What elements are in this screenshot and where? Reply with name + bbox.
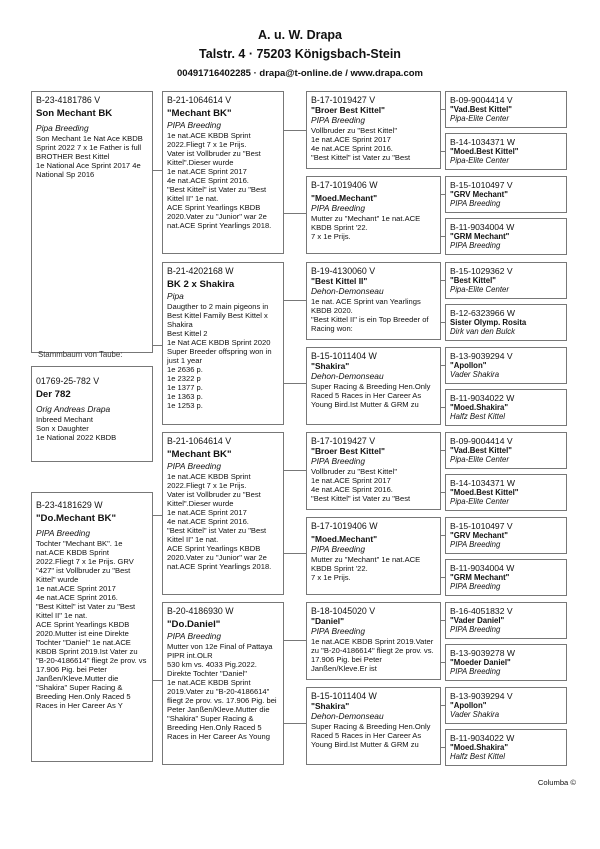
breeder: Pipa-Elite Center	[450, 285, 509, 294]
g3-box-2	[306, 176, 441, 254]
pigeon-name: "Shakira"	[311, 701, 350, 711]
connector-line	[284, 130, 306, 131]
ring-number: B-15-1011404 W	[311, 691, 377, 701]
connector-line	[284, 553, 306, 554]
g2-box-4	[162, 602, 284, 765]
description: Son Mechant 1e Nat Ace KBDB Sprint 2022 7 x 1e Father is full BROTHER Best Kittel 1e National Ace Sprint 2017 4e National Sp 2016	[36, 134, 143, 179]
pigeon-name: "GRV Mechant"	[450, 531, 508, 540]
g3-box-4	[306, 347, 441, 425]
g2-box-1	[162, 91, 284, 254]
breeder: Halfz Best Kittel	[450, 412, 506, 421]
breeder: Halfz Best Kittel	[450, 752, 506, 761]
breeder: PIPA Breeding	[450, 241, 501, 250]
breeder: Pipa-Elite Center	[450, 455, 509, 464]
g3-box-3	[306, 262, 441, 340]
pigeon-name: "Moeder Daniel"	[450, 658, 511, 667]
description: 1e nat.ACE KBDB Sprint 2022.Fliegt 7 x 1e Prijs. Vater ist Vollbruder zu "Best Kittel".Dieser wurde 1e nat.ACE Sprint 2017 4e nat.ACE Sprint 2016. "Best Kittel" ist Vater zu "Best Kittel II" 1e nat. ACE Sprint Yearlings KBDB 2020.Vater zu "Junior" war 2e nat.ACE Sprint Yearlings 2018.	[167, 472, 272, 571]
breeder: Dehon-Demonseau	[311, 286, 384, 296]
breeder: PIPA Breeding	[311, 456, 366, 466]
g3-box-7	[306, 602, 441, 680]
breeder: PIPA Breeding	[167, 631, 222, 641]
description: Super Racing & Breeding Hen.Only Raced 5 Races in Her Career As Young Bird.Ist Mutter & GRM zu	[311, 722, 431, 749]
breeder: PIPA Breeding	[311, 203, 366, 213]
ring-number: B-12-6323966 W	[450, 308, 515, 318]
ring-number: B-15-1011404 W	[311, 351, 377, 361]
connector-line	[153, 515, 162, 516]
sire-box	[31, 91, 153, 353]
pigeon-name: "GRM Mechant"	[450, 573, 510, 582]
breeder: PIPA Breeding	[311, 115, 366, 125]
g4-box-2	[445, 133, 567, 170]
pigeon-name: "Best Kittel II"	[311, 276, 368, 286]
ring-number: B-23-4181629 W	[36, 500, 103, 510]
ring-number: B-18-1045020 V	[311, 606, 376, 616]
description: 1e nat. ACE Sprint van Yearlings KBDB 2020. "Best Kittel II" is ein Top Breeder of Racing won:	[311, 297, 429, 333]
breeder-address: Talstr. 4 · 75203 Königsbach-Stein	[199, 47, 401, 61]
connector-line	[284, 300, 306, 301]
ring-number: 01769-25-782 V	[36, 376, 100, 386]
ring-number: B-17-1019427 V	[311, 95, 376, 105]
pigeon-name: "Broer Best Kittel"	[311, 105, 386, 115]
g2-box-2	[162, 262, 284, 425]
breeder-contact: 00491716402285 · drapa@t-online.de / www.drapa.com	[177, 68, 423, 79]
ring-number: B-15-1010497 V	[450, 180, 513, 190]
ring-number: B-09-9004414 V	[450, 436, 513, 446]
ring-number: B-11-9034004 W	[450, 222, 515, 232]
breeder: Pipa Breeding	[36, 123, 89, 133]
pigeon-name: "GRV Mechant"	[450, 190, 508, 199]
breeder: PIPA Breeding	[167, 461, 222, 471]
connector-line	[284, 723, 306, 724]
breeder: PIPA Breeding	[450, 625, 501, 634]
pigeon-name: "Vader Daniel"	[450, 616, 505, 625]
ring-number: B-14-1034371 W	[450, 478, 515, 488]
description: Vollbruder zu "Best Kittel" 1e nat.ACE Sprint 2017 4e nat.ACE Sprint 2016. "Best Kittel" ist Vater zu "Best	[311, 126, 411, 162]
ring-number: B-13-9039294 V	[450, 691, 513, 701]
g4-box-10	[445, 474, 567, 511]
breeder-name: A. u. W. Drapa	[257, 28, 343, 42]
g3-box-8	[306, 687, 441, 765]
ring-number: B-19-4130060 V	[311, 266, 376, 276]
pedigree-caption: Stammbaum von Taube:	[38, 350, 123, 359]
pigeon-name: "Moed.Best Kittel"	[450, 147, 519, 156]
ring-number: B-15-1029362 V	[450, 266, 513, 276]
breeder: PIPA Breeding	[36, 528, 91, 538]
pigeon-name: "Moed.Shakira"	[450, 743, 509, 752]
pigeon-name: "Best Kittel"	[450, 276, 496, 285]
g4-box-14	[445, 644, 567, 681]
description: Inbreed Mechant Son x Daughter 1e National 2022 KBDB	[36, 415, 117, 442]
g4-box-8	[445, 389, 567, 426]
connector-line	[284, 470, 306, 471]
description: Mutter zu "Mechant" 1e nat.ACE KBDB Sprint '22. 7 x 1e Prijs.	[311, 555, 421, 582]
g4-box-13	[445, 602, 567, 639]
breeder: Pipa-Elite Center	[450, 497, 509, 506]
ring-number: B-14-1034371 W	[450, 137, 515, 147]
ring-number: B-11-9034004 W	[450, 563, 515, 573]
pigeon-name: "Shakira"	[311, 361, 350, 371]
connector-line	[284, 640, 306, 641]
connector-line	[284, 213, 306, 214]
description: Mutter zu "Mechant" 1e nat.ACE KBDB Sprint '22. 7 x 1e Prijs.	[311, 214, 421, 241]
g3-box-5	[306, 432, 441, 510]
breeder: PIPA Breeding	[167, 120, 222, 130]
pigeon-name: "Moed.Shakira"	[450, 403, 509, 412]
pigeon-name: Son Mechant BK	[36, 108, 113, 119]
g4-box-4	[445, 218, 567, 255]
g4-box-9	[445, 432, 567, 469]
ring-number: B-15-1010497 V	[450, 521, 513, 531]
pigeon-name: "Mechant BK"	[167, 449, 232, 460]
breeder: Pipa-Elite Center	[450, 114, 509, 123]
breeder: Pipa	[167, 291, 184, 301]
pigeon-name: "Do.Daniel"	[167, 619, 221, 630]
ring-number: B-13-9039294 V	[450, 351, 513, 361]
breeder: Dehon-Demonseau	[311, 711, 384, 721]
pigeon-name: "Vad.Best Kittel"	[450, 105, 512, 114]
breeder: PIPA Breeding	[311, 544, 366, 554]
g4-box-3	[445, 176, 567, 213]
g4-box-15	[445, 687, 567, 724]
breeder: PIPA Breeding	[311, 626, 366, 636]
breeder: Vader Shakira	[450, 710, 500, 719]
breeder: PIPA Breeding	[450, 199, 501, 208]
pigeon-name: "Broer Best Kittel"	[311, 446, 386, 456]
ring-number: B-09-9004414 V	[450, 95, 513, 105]
breeder: Dehon-Demonseau	[311, 371, 384, 381]
connector-line	[153, 680, 162, 681]
ring-number: B-21-4202168 W	[167, 266, 234, 276]
breeder: PIPA Breeding	[450, 540, 501, 549]
pigeon-name: "GRM Mechant"	[450, 232, 510, 241]
pigeon-name: "Moed.Best Kittel"	[450, 488, 519, 497]
pigeon-name: "Apollon"	[450, 361, 487, 370]
footer-credit: Columba ©	[537, 778, 576, 787]
ring-number: B-21-1064614 V	[167, 95, 232, 105]
g4-box-7	[445, 347, 567, 384]
g4-box-5	[445, 262, 567, 299]
description: Vollbruder zu "Best Kittel" 1e nat.ACE Sprint 2017 4e nat.ACE Sprint 2016. "Best Kittel" ist Vater zu "Best	[311, 467, 411, 503]
description: Daugther to 2 main pigeons in Best Kittel Family Best Kittel x Shakira Best Kittel 2 1e Nat ACE KBDB Sprint 2020 Super Breeder offspring won in just 1 year 1e 2636 p. 1e 2322 p 1e 1377 p. 1e 1363 p. 1e 1253 p.	[167, 302, 272, 410]
dam-box	[31, 492, 153, 762]
g4-box-11	[445, 517, 567, 554]
pigeon-name: Der 782	[36, 389, 71, 400]
ring-number: B-21-1064614 V	[167, 436, 232, 446]
breeder: Pipa-Elite Center	[450, 156, 509, 165]
g4-box-6	[445, 304, 567, 341]
breeder: Dirk van den Bulck	[450, 327, 516, 336]
g4-box-16	[445, 729, 567, 766]
breeder: Orig Andreas Drapa	[36, 404, 111, 414]
pigeon-name: "Mechant BK"	[167, 108, 232, 119]
ring-number: B-17-1019427 V	[311, 436, 376, 446]
description: Tochter "Mechant BK". 1e nat.ACE KBDB Sprint 2022.Fliegt 7 x 1e Prijs. GRV "427" ist Vollbruder zu "Best Kittel" wurde 1e nat.ACE Sprint 2017 4e nat.ACE Sprint 2016. "Best Kittel" ist Vater zu "Best Kittel II" 1e nat. ACE Sprint Yearlings KBDB 2020.Mutter ist eine Direkte Tochter "Daniel" 1e nat.ACE KBDB Sprint 2019.Ist Vater zu "B-20-4186614" fliegt 2e prov. vs 17.906 Pig. bei Peter Janßen/Kleve.Mutter die "Shakira" Super Racing & Breeding Hen.Only Raced 5 Races in Her Career As Y	[36, 539, 147, 710]
pigeon-name: "Daniel"	[311, 616, 345, 626]
ring-number: B-13-9039278 W	[450, 648, 515, 658]
pigeon-name: "Apollon"	[450, 701, 487, 710]
g3-box-6	[306, 517, 441, 595]
g3-box-1	[306, 91, 441, 169]
pigeon-name: BK 2 x Shakira	[167, 279, 235, 290]
subject-pigeon-box	[31, 366, 153, 462]
connector-line	[153, 170, 162, 171]
description: Mutter von 12e Final of Pattaya PIPR int.OLR 530 km vs. 4033 Pig.2022. Direkte Tochter "Daniel" 1e nat.ACE KBDB Sprint 2019.Vater zu "B-20-4186614" fliegt 2e prov. vs. 17.906 Pig. bei Peter Janßen/Kleve.Mutter die "Shakira" Super Racing & Breeding Hen.Only Raced 5 Races in Her Career As Young	[167, 642, 277, 741]
breeder: PIPA Breeding	[450, 582, 501, 591]
g4-box-12	[445, 559, 567, 596]
pigeon-name: "Moed.Mechant"	[311, 193, 378, 203]
description: 1e nat.ACE KBDB Sprint 2019.Vater zu "B-20-4186614" fliegt 2e prov. vs. 17.906 Pig. bei Peter Janßen/Kleve.Er ist	[311, 637, 434, 673]
ring-number: B-23-4181786 V	[36, 95, 101, 105]
ring-number: B-16-4051832 V	[450, 606, 513, 616]
ring-number: B-20-4186930 W	[167, 606, 234, 616]
pigeon-name: "Do.Mechant BK"	[36, 513, 116, 524]
connector-line	[284, 383, 306, 384]
pigeon-name: "Moed.Mechant"	[311, 534, 378, 544]
ring-number: B-11-9034022 W	[450, 393, 515, 403]
pigeon-name: "Vad.Best Kittel"	[450, 446, 512, 455]
g4-box-1	[445, 91, 567, 128]
ring-number: B-17-1019406 W	[311, 180, 378, 190]
ring-number: B-17-1019406 W	[311, 521, 378, 531]
pigeon-name: Sister Olymp. Rosita	[450, 318, 527, 327]
connector-line	[153, 345, 162, 346]
breeder: Vader Shakira	[450, 370, 500, 379]
description: 1e nat.ACE KBDB Sprint 2022.Fliegt 7 x 1e Prijs. Vater ist Vollbruder zu "Best Kittel".Dieser wurde 1e nat.ACE Sprint 2017 4e nat.ACE Sprint 2016. "Best Kittel" ist Vater zu "Best Kittel II" 1e nat. ACE Sprint Yearlings KBDB 2020.Vater zu "Junior" war 2e nat.ACE Sprint Yearlings 2018.	[167, 131, 272, 230]
g2-box-3	[162, 432, 284, 595]
ring-number: B-11-9034022 W	[450, 733, 515, 743]
breeder: PIPA Breeding	[450, 667, 501, 676]
description: Super Racing & Breeding Hen.Only Raced 5 Races in Her Career As Young Bird.Ist Mutter & GRM zu	[311, 382, 431, 409]
